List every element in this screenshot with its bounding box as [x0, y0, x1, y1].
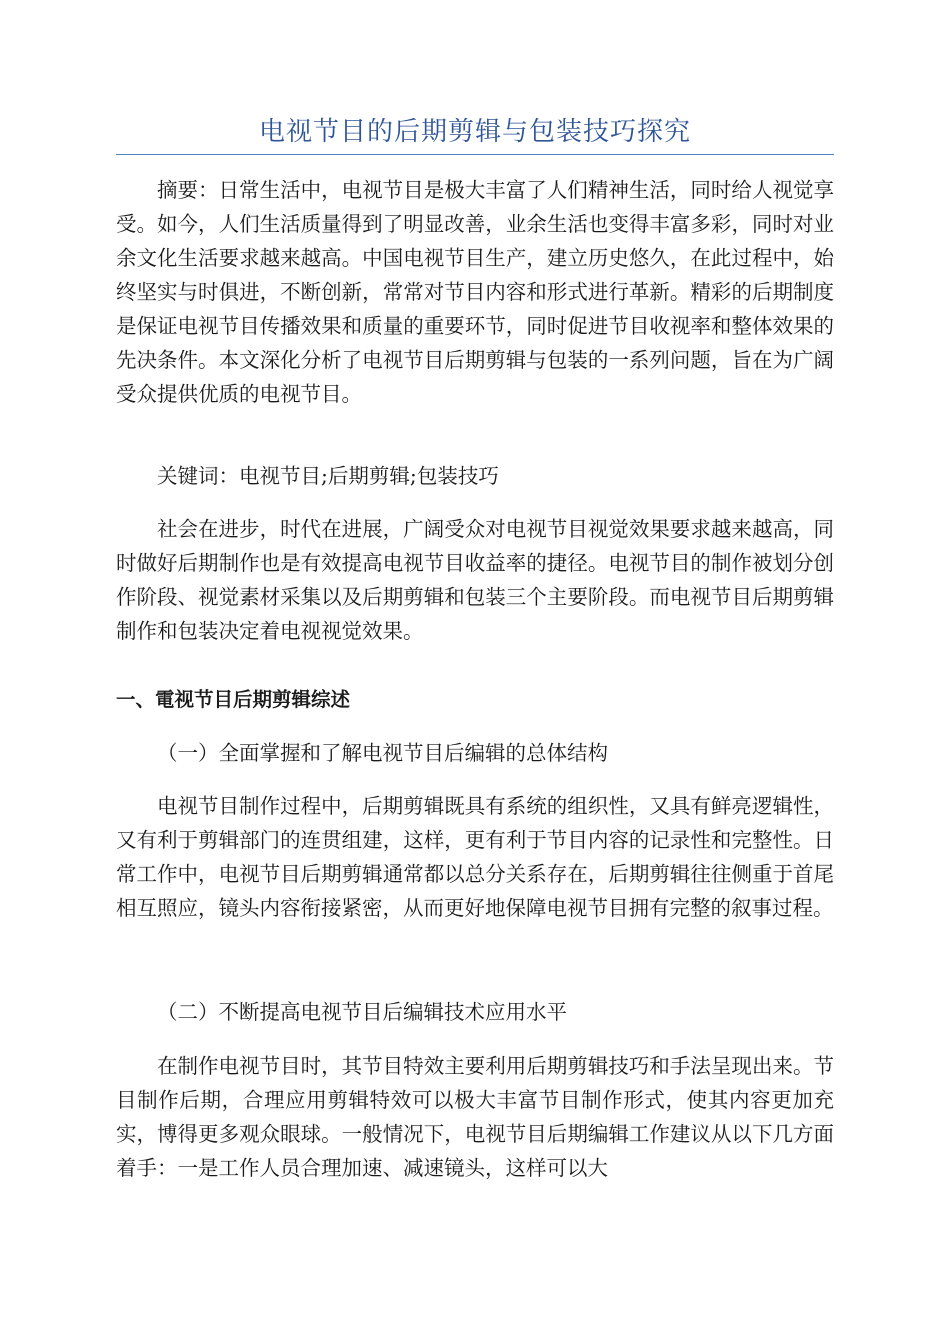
subsection-1-paragraph: 电视节目制作过程中，后期剪辑既具有系统的组织性，又具有鲜亮逻辑性，又有利于剪辑部门的连贯组建，这样，更有利于节目内容的记录性和完整性。日常工作中，电视节目后期剪辑通常都以总分关系存在，后期剪辑往往侧重于首尾相互照应，镜头内容衔接紧密，从而更好地保障电视节目拥有完整的叙事过程。 [116, 794, 834, 920]
document-title: 电视节目的后期剪辑与包装技巧探究 [258, 117, 691, 147]
keywords-line: 关键词：电视节目;后期剪辑;包装技巧 [157, 464, 499, 488]
section-heading-1: 一、電视节目后期剪辑综述 [116, 688, 351, 711]
subsection-2-paragraph: 在制作电视节目时，其节目特效主要利用后期剪辑技巧和手法呈现出来。节目制作后期，合理应用剪辑特效可以极大丰富节目制作形式，使其内容更加充实，博得更多观众眼球。一般情况下，电视节目后期编辑工作建议从以下几方面着手：一是工作人员合理加速、减速镜头，这样可以大 [116, 1054, 834, 1180]
subsection-heading-1: （一）全面掌握和了解电视节目后编辑的总体结构 [157, 741, 608, 765]
abstract-paragraph: 摘要：日常生活中，电视节目是极大丰富了人们精神生活，同时给人视觉享受。如今，人们生活质量得到了明显改善，业余生活也变得丰富多彩，同时对业余文化生活要求越来越高。中国电视节目生产，建立历史悠久，在此过程中，始终坚实与时俱进，不断创新，常常对节目内容和形式进行革新。精彩的后期制度是保证电视节目传播效果和质量的重要环节，同时促进节目收视率和整体效果的先决条件。本文深化分析了电视节目后期剪辑与包装的一系列问题，旨在为广阔受众提供优质的电视节目。 [116, 178, 834, 406]
subsection-heading-2: （二）不断提高电视节目后编辑技术应用水平 [157, 1000, 567, 1024]
intro-paragraph: 社会在进步，时代在进展，广阔受众对电视节目视觉效果要求越来越高，同时做好后期制作也是有效提高电视节目收益率的捷径。电视节目的制作被划分创作阶段、视觉素材采集以及后期剪辑和包装三个主要阶段。而电视节目后期剪辑制作和包装决定着电视视觉效果。 [116, 517, 834, 643]
title-underline [116, 154, 834, 155]
